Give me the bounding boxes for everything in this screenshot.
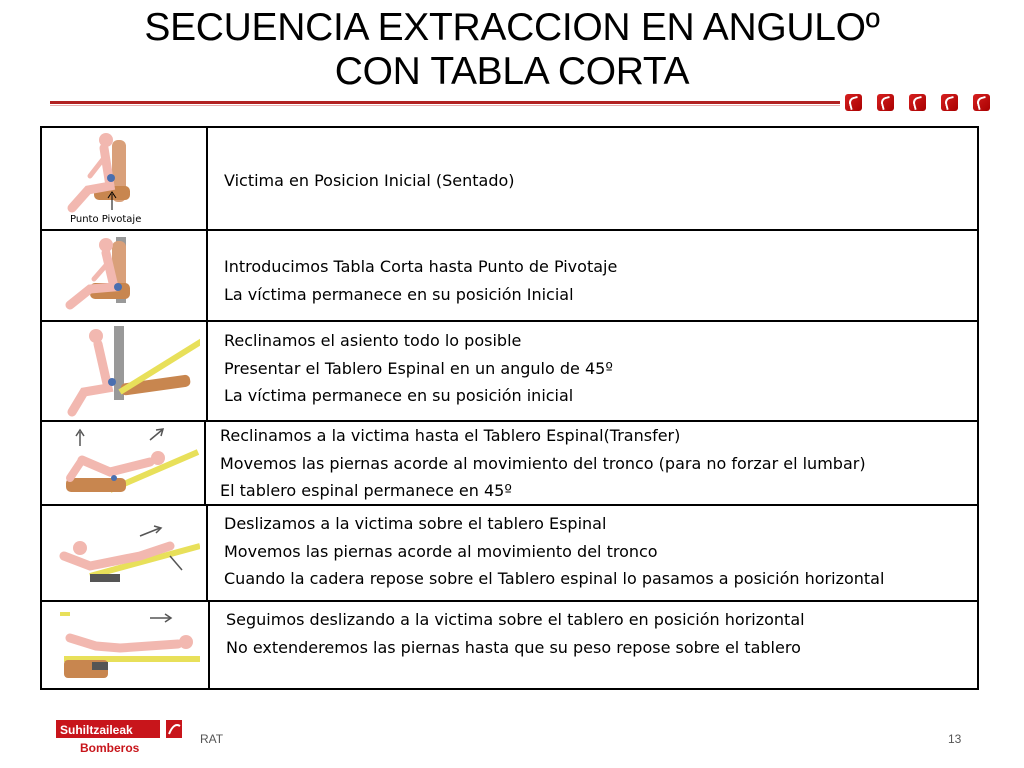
- page-number: 13: [948, 732, 962, 746]
- firefighter-logo-icon: [973, 94, 990, 111]
- step-5-text: [224, 510, 884, 593]
- step-line: Victima en Posicion Inicial (Sentado): [224, 171, 515, 190]
- short-board-illustration: [50, 231, 200, 321]
- transfer-illustration: [50, 422, 200, 504]
- horizontal-board-illustration: [50, 602, 200, 686]
- sliding-victim-illustration: [50, 506, 200, 598]
- step-line: Deslizamos a la victima sobre el tablero Espinal: [224, 514, 607, 533]
- step-row-4: [42, 422, 977, 506]
- footer-center-text: RAT: [200, 732, 224, 746]
- step-line: Seguimos deslizando a la victima sobre el tablero en posición horizontal: [226, 610, 805, 629]
- step-4-text: [220, 422, 866, 505]
- step-row-2: [42, 231, 977, 322]
- logo-line-2: Bomberos: [80, 741, 140, 755]
- pivot-point-label: Punto Pivotaje: [70, 214, 142, 225]
- firefighter-logo-icon: [941, 94, 958, 111]
- step-6-text: [226, 606, 805, 661]
- firefighter-logo-icon: [909, 94, 926, 111]
- step-line: El tablero espinal permanece en 45º: [220, 481, 512, 500]
- step-line: Cuando la cadera repose sobre el Tablero espinal lo pasamos a posición horizontal: [224, 569, 885, 588]
- header-logo-strip: [845, 94, 990, 111]
- step-line: No extenderemos las piernas hasta que su peso repose sobre el tablero: [226, 637, 801, 657]
- step-3-text: [224, 327, 613, 410]
- firefighter-logo-icon: [845, 94, 862, 111]
- column-divider: [204, 422, 206, 504]
- firefighter-logo-icon: [166, 720, 182, 738]
- step-line: La víctima permanece en su posición inicial: [224, 386, 574, 405]
- firefighter-logo-icon: [877, 94, 894, 111]
- step-1-text: [224, 167, 515, 195]
- step-row-5: [42, 506, 977, 602]
- step-line: La víctima permanece en su posición Inicial: [224, 284, 574, 304]
- column-divider: [206, 128, 208, 229]
- steps-table: [40, 126, 979, 690]
- logo-line-1: Suhiltzaileak: [60, 723, 133, 737]
- step-row-6: [42, 602, 977, 688]
- seated-victim-illustration: [50, 128, 200, 228]
- column-divider: [208, 602, 210, 688]
- step-row-1: [42, 128, 977, 231]
- step-line: Introducimos Tabla Corta hasta Punto de Pivotaje: [224, 257, 618, 276]
- title-line-1: SECUENCIA EXTRACCION EN ANGULOº: [144, 6, 880, 49]
- title-underline-shadow: [50, 105, 840, 106]
- step-line: Presentar el Tablero Espinal en un angulo de 45º: [224, 358, 613, 378]
- title-line-2: CON TABLA CORTA: [334, 50, 690, 93]
- title-underline: [50, 101, 840, 104]
- step-line: Reclinamos a la victima hasta el Tablero Espinal(Transfer): [220, 426, 681, 445]
- column-divider: [206, 322, 208, 420]
- bomberos-logo: [56, 720, 186, 758]
- step-line: Movemos las piernas acorde al movimiento del tronco (para no forzar el lumbar): [220, 453, 866, 473]
- column-divider: [206, 231, 208, 320]
- reclined-seat-illustration: [50, 322, 200, 420]
- step-row-3: [42, 322, 977, 422]
- step-2-text: [224, 253, 617, 308]
- slide-title: [0, 6, 1024, 94]
- step-line: Movemos las piernas acorde al movimiento del tronco: [224, 541, 658, 561]
- column-divider: [206, 506, 208, 600]
- step-line: Reclinamos el asiento todo lo posible: [224, 331, 522, 350]
